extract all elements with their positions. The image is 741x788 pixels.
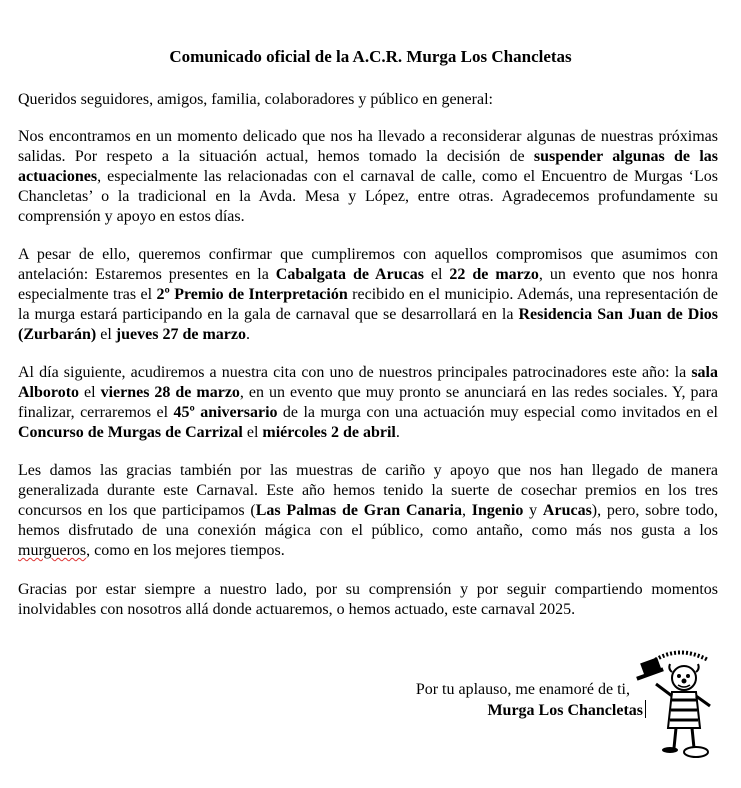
paragraph-2 [18,245,718,345]
p2-text-f: el [96,326,116,343]
p3-bold-2: viernes 28 de marzo [100,384,240,401]
closing-line: Por tu aplauso, me enamoré de ti, [415,681,630,698]
p3-bold-3: 45º aniversario [173,404,278,421]
p1-text-a: Nos encontramos en un momento delicado que nos ha llevado a reconsiderar algunas de nuestras próximas salidas. Por respeto a la situación actual, hemos tomado la decisión de [18,128,718,165]
p4-bold-1: Las Palmas de Gran Canaria [255,502,462,519]
paragraph-5: Gracias por estar siempre a nuestro lado, por su comprensión y por seguir compartiendo momentos inolvidables con nosotros allá donde actuaremos, o hemos actuado, este carnaval 2025. [18,581,718,618]
p4-text-c: , [461,502,472,519]
p2-text-g: . [245,326,250,343]
p4-bold-2: Ingenio [471,502,524,519]
p3-bold-4: Concurso de Murgas de Carrizal [18,424,243,441]
p2-bold-4: Residencia San Juan de Dios (Zurbarán) [18,306,718,343]
p3-bold-5: miércoles 2 de abril [262,424,396,441]
greeting: Queridos seguidores, amigos, familia, colaboradores y público en general: [18,91,493,108]
p4-text-e: ), pero, sobre todo, hemos disfrutado de una conexión mágica con el público, como antaño, como más nos gusta a los [18,502,718,539]
paragraph-4 [18,461,718,561]
paragraph-3 [18,363,718,443]
p2-text-a: A pesar de ello, queremos confirmar que cumpliremos con aquellos compromisos que asumimos con antelación: Estaremos presentes en la [18,246,718,283]
p4-text-d: y [523,502,543,519]
signature [390,700,646,721]
p3-text-d: , en un evento que muy pronto se anunciará en las redes sociales. Y, para finalizar, cerraremos el [18,384,718,421]
p3-text-f: el [242,424,263,441]
p3-bold-1: sala Alboroto [18,364,718,401]
p1-bold-1: suspender algunas de las actuaciones [18,148,719,185]
p3-text-c: el [79,384,101,401]
p4-text-a: Les damos las gracias también por las muestras de cariño y apoyo que nos han llegado de manera generalizada durante este Carnaval. Este año hemos tenido la suerte de cosechar premios en los tres concursos en los que participamos ( [18,462,718,519]
paragraph-1 [18,127,718,227]
p1-text-c: , especialmente las relacionadas con el carnaval de calle, como el Encuentro de Murgas ‘Los Chancletas’ o la tradicional en la Avda. Mesa y López, entre otras. Agradecemos profundamente su comprensión y apoyo en estos días. [18,168,718,225]
p2-text-d: , un evento que nos honra especialmente tras el [18,266,719,303]
p4-bold-3: Arucas [542,502,592,519]
p3-text-g: . [395,424,400,441]
document-title: Comunicado oficial de la A.C.R. Murga Los Chancletas [169,47,572,66]
p2-bold-5: jueves 27 de marzo [115,326,246,343]
p4-text-f: , como en los mejores tiempos. [86,542,285,559]
spellcheck-underlined-word: murgueros [18,542,87,559]
clown-mascot-logo-icon [632,640,724,758]
p2-text-c: el [423,266,450,283]
p2-bold-3: 2º Premio de Interpretación [156,286,348,303]
p3-text-a: Al día siguiente, acudiremos a nuestra cita con uno de nuestros principales patrocinadores este año: la [18,364,692,381]
p2-text-e: recibido en el municipio. Además, una representación de la murga estará participando en la gala de carnaval que se desarrollará en la [18,286,719,323]
signature-text: Murga Los Chancletas [487,702,643,719]
p2-bold-1: Cabalgata de Arucas [275,266,424,283]
p3-text-e: de la murga con una actuación muy especial como invitados en el [277,404,718,421]
p2-bold-2: 22 de marzo [449,266,539,283]
